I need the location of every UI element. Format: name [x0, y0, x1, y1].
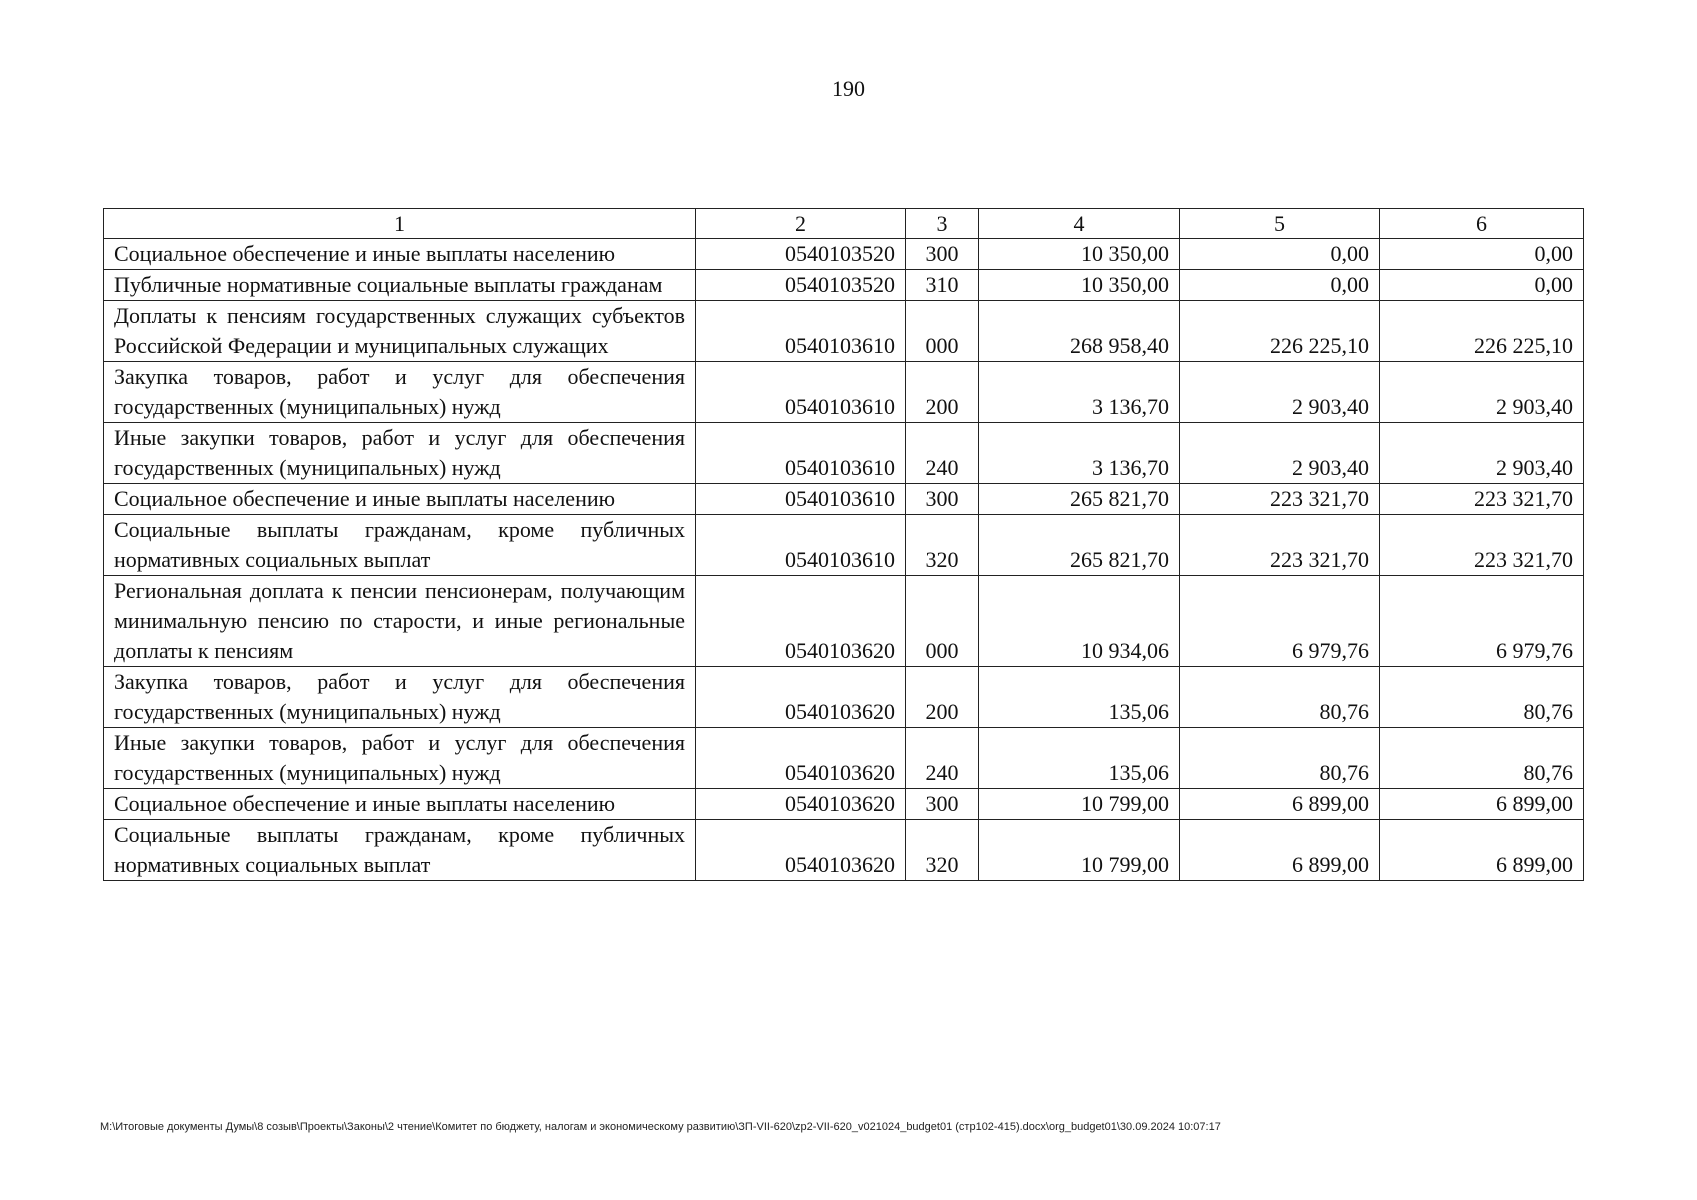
row-type-cell: 000: [906, 301, 979, 362]
row-value-col6: 6 979,76: [1380, 576, 1584, 667]
table-row: [104, 301, 1584, 362]
table-row: [104, 484, 1584, 515]
budget-table: [103, 208, 1584, 881]
row-name-cell: Доплаты к пенсиям государственных служащих субъектов Российской Федерации и муниципальных служащих: [104, 301, 696, 362]
row-value-col5: 223 321,70: [1180, 515, 1380, 576]
row-type-cell: 200: [906, 667, 979, 728]
row-value-col4: 265 821,70: [979, 484, 1180, 515]
header-row: [104, 209, 1584, 239]
header-col-4: 4: [979, 209, 1180, 239]
row-value-col4: 265 821,70: [979, 515, 1180, 576]
row-code-cell: 0540103610: [696, 484, 906, 515]
header-col-6: 6: [1380, 209, 1584, 239]
row-code-cell: 0540103620: [696, 789, 906, 820]
row-value-col5: 80,76: [1180, 728, 1380, 789]
table-row: [104, 515, 1584, 576]
header-col-2: 2: [696, 209, 906, 239]
row-value-col6: 2 903,40: [1380, 423, 1584, 484]
row-name-cell: Социальное обеспечение и иные выплаты населению: [104, 484, 696, 515]
row-value-col5: 0,00: [1180, 239, 1380, 270]
row-value-col4: 268 958,40: [979, 301, 1180, 362]
table-row: [104, 667, 1584, 728]
row-value-col5: 226 225,10: [1180, 301, 1380, 362]
row-value-col6: 226 225,10: [1380, 301, 1584, 362]
row-value-col4: 3 136,70: [979, 362, 1180, 423]
page-number: 190: [832, 76, 865, 101]
table-row: [104, 270, 1584, 301]
row-value-col5: 0,00: [1180, 270, 1380, 301]
row-value-col6: 6 899,00: [1380, 820, 1584, 881]
row-type-cell: 310: [906, 270, 979, 301]
row-value-col5: 2 903,40: [1180, 362, 1380, 423]
header-col-5: 5: [1180, 209, 1380, 239]
row-type-cell: 300: [906, 789, 979, 820]
row-value-col6: 0,00: [1380, 270, 1584, 301]
row-value-col6: 223 321,70: [1380, 515, 1584, 576]
row-value-col4: 10 934,06: [979, 576, 1180, 667]
row-code-cell: 0540103610: [696, 423, 906, 484]
table-body: [104, 239, 1584, 881]
row-code-cell: 0540103610: [696, 515, 906, 576]
row-value-col4: 135,06: [979, 728, 1180, 789]
table-row: [104, 239, 1584, 270]
row-value-col4: 10 350,00: [979, 239, 1180, 270]
table-row: [104, 576, 1584, 667]
row-code-cell: 0540103620: [696, 820, 906, 881]
row-name-cell: Социальное обеспечение и иные выплаты населению: [104, 789, 696, 820]
header-col-3: 3: [906, 209, 979, 239]
row-name-cell: Иные закупки товаров, работ и услуг для обеспечения государственных (муниципальных) нужд: [104, 423, 696, 484]
row-value-col4: 10 799,00: [979, 789, 1180, 820]
row-value-col6: 80,76: [1380, 728, 1584, 789]
row-code-cell: 0540103620: [696, 667, 906, 728]
row-value-col5: 2 903,40: [1180, 423, 1380, 484]
row-code-cell: 0540103620: [696, 576, 906, 667]
row-code-cell: 0540103520: [696, 239, 906, 270]
row-code-cell: 0540103610: [696, 301, 906, 362]
row-value-col6: 223 321,70: [1380, 484, 1584, 515]
row-type-cell: 200: [906, 362, 979, 423]
table-row: [104, 789, 1584, 820]
table-row: [104, 728, 1584, 789]
row-value-col6: 80,76: [1380, 667, 1584, 728]
row-type-cell: 320: [906, 820, 979, 881]
row-value-col5: 6 899,00: [1180, 789, 1380, 820]
table-row: [104, 362, 1584, 423]
row-name-cell: Социальные выплаты гражданам, кроме публичных нормативных социальных выплат: [104, 820, 696, 881]
table-row: [104, 423, 1584, 484]
row-name-cell: Закупка товаров, работ и услуг для обеспечения государственных (муниципальных) нужд: [104, 362, 696, 423]
row-value-col6: 0,00: [1380, 239, 1584, 270]
row-type-cell: 300: [906, 484, 979, 515]
header-col-1: 1: [104, 209, 696, 239]
footer-file-path: M:\Итоговые документы Думы\8 созыв\Проекты\Законы\2 чтение\Комитет по бюджету, налогам и экономическому развитию\ЗП-VII-620\zp2-VII-620_v021024_budget01 (стр102-415).docx\org_budget01\30.09.2024 10:07:17: [100, 1121, 1221, 1133]
row-name-cell: Социальные выплаты гражданам, кроме публичных нормативных социальных выплат: [104, 515, 696, 576]
row-code-cell: 0540103620: [696, 728, 906, 789]
row-value-col4: 135,06: [979, 667, 1180, 728]
row-name-cell: Закупка товаров, работ и услуг для обеспечения государственных (муниципальных) нужд: [104, 667, 696, 728]
row-value-col4: 10 799,00: [979, 820, 1180, 881]
row-type-cell: 300: [906, 239, 979, 270]
row-name-cell: Региональная доплата к пенсии пенсионерам, получающим минимальную пенсию по старости, и иные региональные доплаты к пенсиям: [104, 576, 696, 667]
row-name-cell: Социальное обеспечение и иные выплаты населению: [104, 239, 696, 270]
table-header: [104, 209, 1584, 239]
row-code-cell: 0540103520: [696, 270, 906, 301]
row-value-col5: 6 899,00: [1180, 820, 1380, 881]
row-value-col6: 2 903,40: [1380, 362, 1584, 423]
row-type-cell: 240: [906, 423, 979, 484]
row-code-cell: 0540103610: [696, 362, 906, 423]
row-value-col5: 223 321,70: [1180, 484, 1380, 515]
row-type-cell: 000: [906, 576, 979, 667]
row-value-col6: 6 899,00: [1380, 789, 1584, 820]
row-value-col4: 10 350,00: [979, 270, 1180, 301]
row-value-col4: 3 136,70: [979, 423, 1180, 484]
row-name-cell: Публичные нормативные социальные выплаты гражданам: [104, 270, 696, 301]
row-type-cell: 240: [906, 728, 979, 789]
row-type-cell: 320: [906, 515, 979, 576]
row-value-col5: 6 979,76: [1180, 576, 1380, 667]
row-value-col5: 80,76: [1180, 667, 1380, 728]
table-row: [104, 820, 1584, 881]
row-name-cell: Иные закупки товаров, работ и услуг для обеспечения государственных (муниципальных) нужд: [104, 728, 696, 789]
